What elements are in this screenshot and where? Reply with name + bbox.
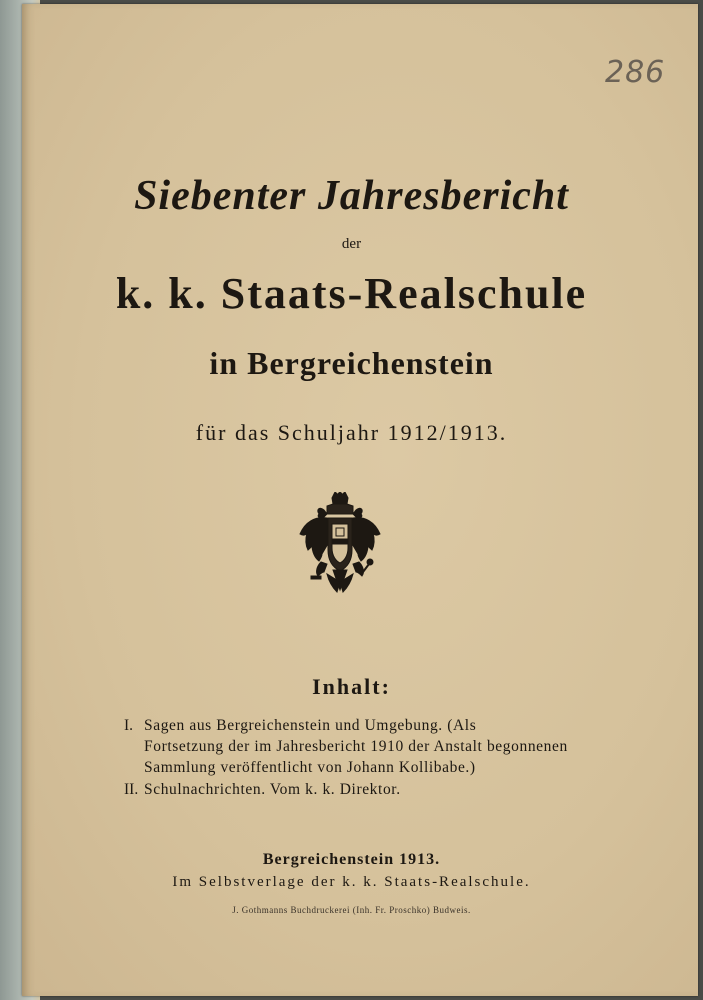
item-line: Fortsetzung der im Jahresbericht 1910 der Anstalt begonnenen (144, 738, 568, 755)
printer-line: J. Gothmanns Buchdruckerei (Inh. Fr. Proschko) Budweis. (232, 905, 471, 915)
item-number: I. (124, 717, 134, 734)
contents-heading: Inhalt: (312, 674, 391, 699)
title-line-5: für das Schuljahr 1912/1913. (195, 420, 508, 445)
item-number: II. (124, 781, 139, 798)
item-line: Sammlung veröffentlicht von Johann Kollibabe.) (144, 759, 476, 776)
handwritten-page-number: 286 (605, 55, 666, 90)
item-line: Schulnachrichten. Vom k. k. Direktor. (144, 781, 401, 798)
title-line-3: k. k. Staats-Realschule (115, 269, 588, 318)
title-line-2: der (341, 236, 362, 252)
imprint-place-year: Bergreichenstein 1913. (262, 851, 441, 868)
double-headed-eagle-icon (297, 492, 383, 602)
title-line-1: Siebenter Jahresbericht (134, 173, 569, 219)
item-line: Sagen aus Bergreichenstein und Umgebung. (Als (144, 717, 477, 734)
title-line-4: in Bergreichenstein (209, 345, 494, 381)
imprint-publisher: Im Selbstverlage der k. k. Staats-Realschule. (172, 874, 531, 890)
